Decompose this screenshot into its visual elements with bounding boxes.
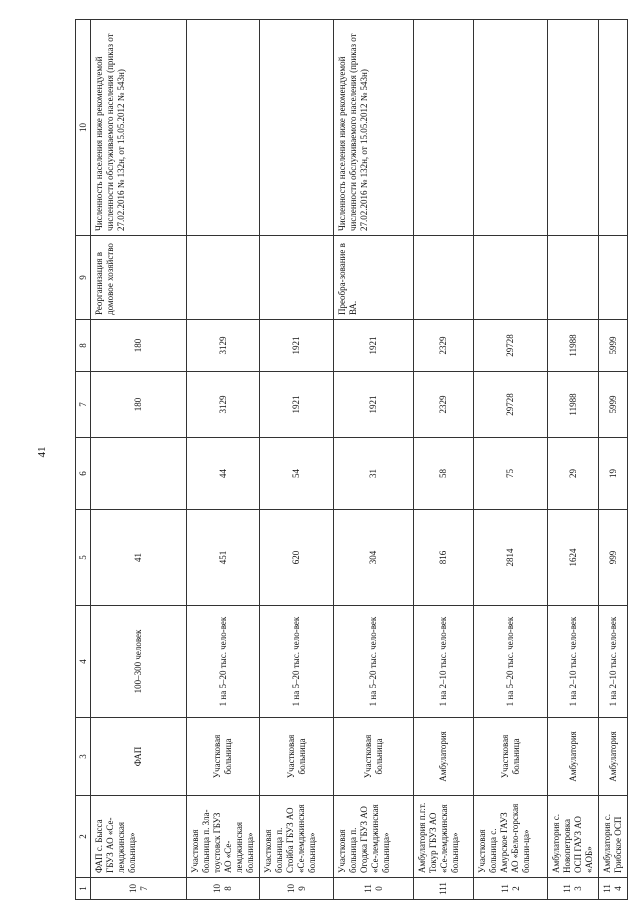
column-number: 9	[76, 236, 91, 320]
value-cell: 816	[414, 510, 474, 606]
facility-name-cell: Участковая больница п. Огоджа ГБУЗ АО «Се-лемджинская больница»	[334, 796, 414, 878]
facility-type-cell: Участковая больница	[474, 718, 548, 796]
table-row	[414, 20, 474, 900]
value-cell: 999	[599, 510, 628, 606]
value-cell: 29	[548, 438, 599, 510]
reorganization-cell	[548, 236, 599, 320]
column-number: 1	[76, 878, 91, 900]
row-number-cell: 114	[599, 878, 628, 900]
value-cell: 31	[334, 438, 414, 510]
facility-name-cell: Участковая больница п. Стойба ГБУЗ АО «Се-лемджинская больница»	[260, 796, 334, 878]
row-number-cell: 113	[548, 878, 599, 900]
column-number-row	[76, 20, 91, 900]
value-cell: 11988	[548, 320, 599, 372]
facility-type-cell: Амбулатория	[548, 718, 599, 796]
norm-cell: 1 на 5–20 тыс. чело-век	[334, 606, 414, 718]
note-cell	[260, 20, 334, 236]
value-cell: 5999	[599, 320, 628, 372]
row-number-cell: 112	[474, 878, 548, 900]
reorganization-cell	[474, 236, 548, 320]
value-cell: 58	[414, 438, 474, 510]
value-cell: 2814	[474, 510, 548, 606]
facility-name-cell: Амбулатория с. Грибское ОСП	[599, 796, 628, 878]
reorganization-cell: Реорганизация в домовое хозяйство	[91, 236, 187, 320]
value-cell: 29728	[474, 320, 548, 372]
facility-name-cell: Амбулатория п.г.т. Токур ГБУЗ АО «Се-лемджинская больница»	[414, 796, 474, 878]
norm-cell: 1 на 5–20 тыс. чело-век	[187, 606, 260, 718]
norm-cell: 1 на 5–20 тыс. чело-век	[474, 606, 548, 718]
value-cell: 75	[474, 438, 548, 510]
table-viewport	[75, 20, 623, 900]
note-cell	[548, 20, 599, 236]
facility-type-cell: ФАП	[91, 718, 187, 796]
reorganization-cell	[599, 236, 628, 320]
table-row	[474, 20, 548, 900]
row-number-cell: 107	[91, 878, 187, 900]
value-cell: 3129	[187, 320, 260, 372]
value-cell: 180	[91, 372, 187, 438]
column-number: 5	[76, 510, 91, 606]
column-number: 2	[76, 796, 91, 878]
reorganization-cell	[260, 236, 334, 320]
facility-type-cell: Амбулатория	[414, 718, 474, 796]
value-cell: 44	[187, 438, 260, 510]
column-number: 4	[76, 606, 91, 718]
column-number: 8	[76, 320, 91, 372]
value-cell: 3129	[187, 372, 260, 438]
note-cell	[414, 20, 474, 236]
table-row	[548, 20, 599, 900]
column-number: 10	[76, 20, 91, 236]
note-cell	[599, 20, 628, 236]
value-cell: 41	[91, 510, 187, 606]
facility-type-cell: Участковая больница	[187, 718, 260, 796]
page-number: 41	[36, 446, 48, 458]
column-number: 6	[76, 438, 91, 510]
norm-cell: 1 на 2–10 тыс. чело-век	[548, 606, 599, 718]
value-cell: 451	[187, 510, 260, 606]
facilities-table	[75, 19, 628, 900]
value-cell: 29728	[474, 372, 548, 438]
note-cell	[187, 20, 260, 236]
value-cell	[91, 438, 187, 510]
table-row	[334, 20, 414, 900]
table-row	[260, 20, 334, 900]
facility-name-cell: Участковая больница с. Амурское ГАУЗ АО «Бело-горская больни-ца»	[474, 796, 548, 878]
value-cell: 1921	[260, 320, 334, 372]
value-cell: 11988	[548, 372, 599, 438]
value-cell: 2329	[414, 372, 474, 438]
value-cell: 1921	[260, 372, 334, 438]
table-row	[599, 20, 628, 900]
facility-type-cell: Амбулатория	[599, 718, 628, 796]
reorganization-cell	[187, 236, 260, 320]
row-number-cell: 110	[334, 878, 414, 900]
reorganization-cell	[414, 236, 474, 320]
table-row	[91, 20, 187, 900]
facility-name-cell: Амбулатория с. Новопетровка ОСП ГАУЗ АО «АОБ»	[548, 796, 599, 878]
column-number: 7	[76, 372, 91, 438]
norm-cell: 100–300 человек	[91, 606, 187, 718]
row-number-cell: 108	[187, 878, 260, 900]
norm-cell: 1 на 2–10 тыс. чело-век	[414, 606, 474, 718]
value-cell: 5999	[599, 372, 628, 438]
facility-type-cell: Участковая больница	[260, 718, 334, 796]
row-number-cell: 109	[260, 878, 334, 900]
reorganization-cell: Преобра-зование в ВА.	[334, 236, 414, 320]
facility-name-cell: ФАП с. Бысса ГБУЗ АО «Се-лемджинская больница»	[91, 796, 187, 878]
value-cell: 1921	[334, 320, 414, 372]
table-row	[187, 20, 260, 900]
value-cell: 1624	[548, 510, 599, 606]
note-cell	[474, 20, 548, 236]
facility-name-cell: Участковая больница п. Зла-тоустовск ГБУЗ АО «Се-лемджинская больница»	[187, 796, 260, 878]
value-cell: 1921	[334, 372, 414, 438]
norm-cell: 1 на 5–20 тыс. чело-век	[260, 606, 334, 718]
value-cell: 304	[334, 510, 414, 606]
value-cell: 19	[599, 438, 628, 510]
rotated-table-frame	[75, 20, 623, 900]
note-cell: Численность населения ниже рекомендуемой численности обслуживаемого населения (приказ от 27.02.2016 № 132н, от 15.05.2012 № 543н)	[334, 20, 414, 236]
row-number-cell: 111	[414, 878, 474, 900]
norm-cell: 1 на 2–10 тыс. чело-век	[599, 606, 628, 718]
value-cell: 54	[260, 438, 334, 510]
value-cell: 620	[260, 510, 334, 606]
note-cell: Численность населения ниже рекомендуемой численности обслуживаемого населения (приказ от 27.02.2016 № 132н, от 15.05.2012 № 543н)	[91, 20, 187, 236]
facility-type-cell: Участковая больница	[334, 718, 414, 796]
value-cell: 180	[91, 320, 187, 372]
value-cell: 2329	[414, 320, 474, 372]
column-number: 3	[76, 718, 91, 796]
